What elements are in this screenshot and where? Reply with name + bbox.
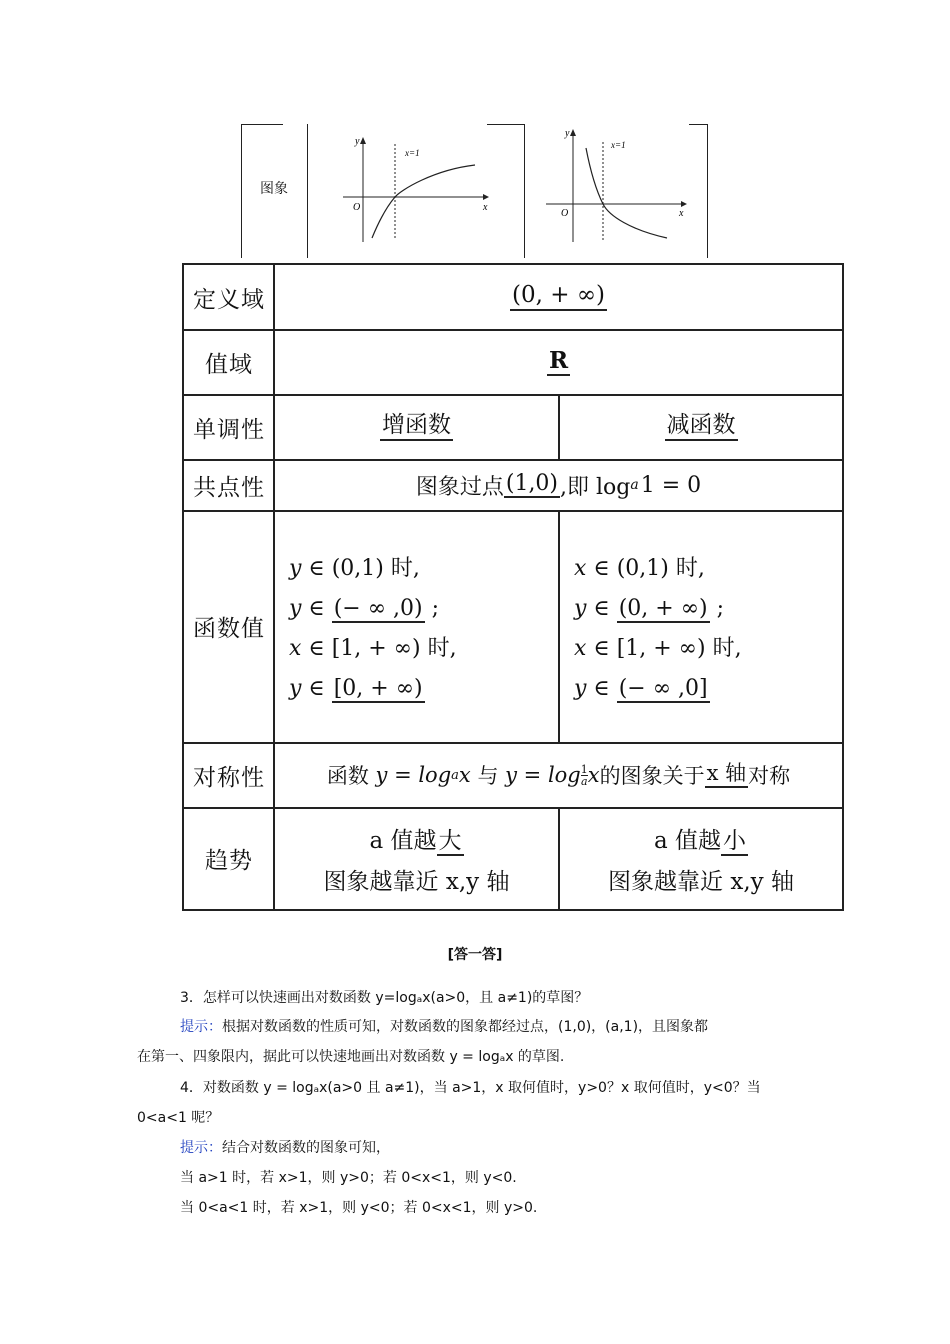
fv-variable: y: [574, 676, 594, 701]
trend-header: 趋势: [205, 848, 253, 874]
symmetry-base-fraction: [581, 764, 588, 787]
fv-element-of: ∈: [308, 636, 332, 661]
question-3: 3．怎样可以快速画出对数函数 y=logₐx(a>0，且 a≠1)的草图？: [180, 990, 589, 1006]
trend-left-line2: 图象越靠近 x,y 轴: [323, 868, 510, 895]
fv-element-of: ∈: [593, 676, 617, 701]
monotonicity-header: 单调性: [193, 416, 265, 443]
x-axis-label: x: [483, 202, 488, 213]
fv-variable: y: [289, 596, 309, 621]
monotonicity-right-cell: [560, 395, 842, 459]
asymptote-label: x=1: [611, 140, 626, 150]
function-value-line: [574, 549, 705, 589]
fv-suffix: 时,: [668, 556, 705, 581]
fraction-denominator: a: [580, 774, 588, 788]
graph-row-label: 图象: [260, 181, 288, 197]
function-value-line: [289, 589, 439, 629]
fv-suffix: 时,: [420, 636, 457, 661]
fv-suffix: ;: [424, 596, 440, 621]
question-4-line2: 0<a<1 呢？: [137, 1110, 220, 1126]
symmetry-text2: 的图象关于: [599, 764, 705, 788]
symmetry-text: 函数: [326, 764, 369, 788]
answer-4-text: 结合对数函数的图象可知，: [222, 1140, 390, 1156]
fv-element-of: ∈: [593, 636, 617, 661]
symmetry-var1: x: [458, 763, 471, 787]
fv-suffix: ;: [709, 596, 725, 621]
question-4-line1: 4．对数函数 y = logₐx(a>0 且 a≠1)，当 a>1，x 取何值时，y>0？x 取何值时，y<0？当: [180, 1080, 761, 1096]
trend-left-pre: a 值越: [369, 827, 437, 854]
x-axis-label: x: [679, 208, 684, 219]
common-point-cell: [275, 460, 842, 510]
common-point-header: 共点性: [193, 474, 265, 501]
monotonicity-increasing: 增函数: [380, 413, 453, 440]
hint-label: 提示：: [180, 1019, 222, 1035]
hint-3-line1: [180, 1017, 708, 1037]
fv-variable: y: [289, 556, 309, 581]
fv-interval: (0, + ∞): [618, 596, 708, 621]
function-values-left: [275, 511, 558, 742]
function-value-line: [574, 589, 724, 629]
common-point-eq: 1 = 0: [640, 472, 702, 498]
function-value-line: [289, 629, 457, 669]
y-axis-label: y: [565, 128, 570, 139]
function-value-line: [574, 669, 710, 709]
common-point-base: a: [630, 477, 639, 493]
symmetry-var2: x: [587, 763, 600, 787]
trend-right-pre: a 值越: [653, 827, 722, 854]
fv-interval: (0,1): [331, 556, 384, 581]
hint-4-line2: 当 a>1 时，若 x>1，则 y>0；若 0<x<1，则 y<0.: [180, 1170, 517, 1186]
fv-interval: (− ∞ ,0]: [618, 676, 708, 701]
fv-variable: y: [574, 596, 594, 621]
trend-left-cell: [275, 808, 558, 909]
qa-title: [答一答]: [447, 947, 503, 963]
symmetry-and: 与: [477, 764, 499, 788]
range-value: R: [548, 347, 569, 375]
hint-4-line3: 当 0<a<1 时，若 x>1，则 y<0；若 0<x<1，则 y>0.: [180, 1200, 538, 1216]
fv-element-of: ∈: [308, 556, 332, 581]
domain-header: 定义域: [193, 286, 265, 313]
hint-4-line1: [180, 1138, 390, 1158]
asymptote-label: x=1: [405, 148, 420, 158]
trend-right-key: 小: [723, 827, 747, 854]
fv-interval: [0, + ∞): [333, 676, 423, 701]
monotonicity-left-cell: [275, 395, 558, 459]
fraction-numerator: 1: [580, 762, 588, 776]
range-value-cell: [275, 330, 842, 394]
fv-element-of: ∈: [593, 596, 617, 621]
fv-interval: (− ∞ ,0): [333, 596, 423, 621]
fv-variable: x: [289, 636, 309, 661]
symmetry-base1: a: [451, 767, 459, 783]
fv-variable: x: [574, 556, 594, 581]
fv-variable: y: [289, 676, 309, 701]
hint-3-line2: 在第一、四象限内，据此可以快速地画出对数函数 y = logₐx 的草图.: [137, 1049, 565, 1065]
monotonicity-decreasing: 减函数: [665, 413, 738, 440]
common-point-pre: 图象过点: [415, 474, 504, 500]
function-value-line: [289, 669, 425, 709]
common-point-log: ,即 log: [560, 474, 631, 500]
trend-left-key: 大: [438, 827, 462, 854]
fv-element-of: ∈: [308, 676, 332, 701]
fv-suffix: 时,: [383, 556, 420, 581]
symmetry-func2: y = log: [505, 763, 581, 787]
fv-variable: x: [574, 636, 594, 661]
fv-interval: (0,1): [616, 556, 669, 581]
function-value-line: [289, 549, 420, 589]
symmetry-text3: 对称: [748, 764, 791, 788]
fv-suffix: 时,: [705, 636, 742, 661]
properties-table: [182, 263, 844, 911]
origin-label: O: [561, 208, 569, 219]
origin-label: O: [353, 202, 361, 213]
fv-interval: [1, + ∞): [616, 636, 706, 661]
y-axis-label: y: [355, 136, 360, 147]
common-point-coords: (1,0): [504, 472, 560, 498]
domain-value-cell: [275, 265, 842, 329]
decreasing-log-graph: [541, 124, 701, 249]
function-value-line: [574, 629, 742, 669]
domain-value: (0, + ∞): [510, 283, 607, 310]
function-values-header: 函数值: [193, 616, 265, 642]
answer-3-text: 根据对数函数的性质可知，对数函数的图象都经过点，(1,0)，(a,1)，且图象都: [222, 1019, 709, 1035]
increasing-log-graph: [333, 132, 493, 252]
hint-label: 提示：: [180, 1140, 222, 1156]
function-values-right: [560, 511, 842, 742]
symmetry-cell: [275, 743, 842, 807]
graph-table: [241, 124, 708, 258]
fv-element-of: ∈: [308, 596, 332, 621]
fv-element-of: ∈: [593, 556, 617, 581]
fv-interval: [1, + ∞): [331, 636, 421, 661]
trend-right-cell: [560, 808, 842, 909]
trend-right-line2: 图象越靠近 x,y 轴: [608, 868, 794, 895]
symmetry-func1: y = log: [375, 763, 452, 787]
symmetry-axis: x 轴: [705, 762, 749, 787]
symmetry-header: 对称性: [193, 764, 265, 791]
range-header: 值域: [205, 351, 253, 378]
